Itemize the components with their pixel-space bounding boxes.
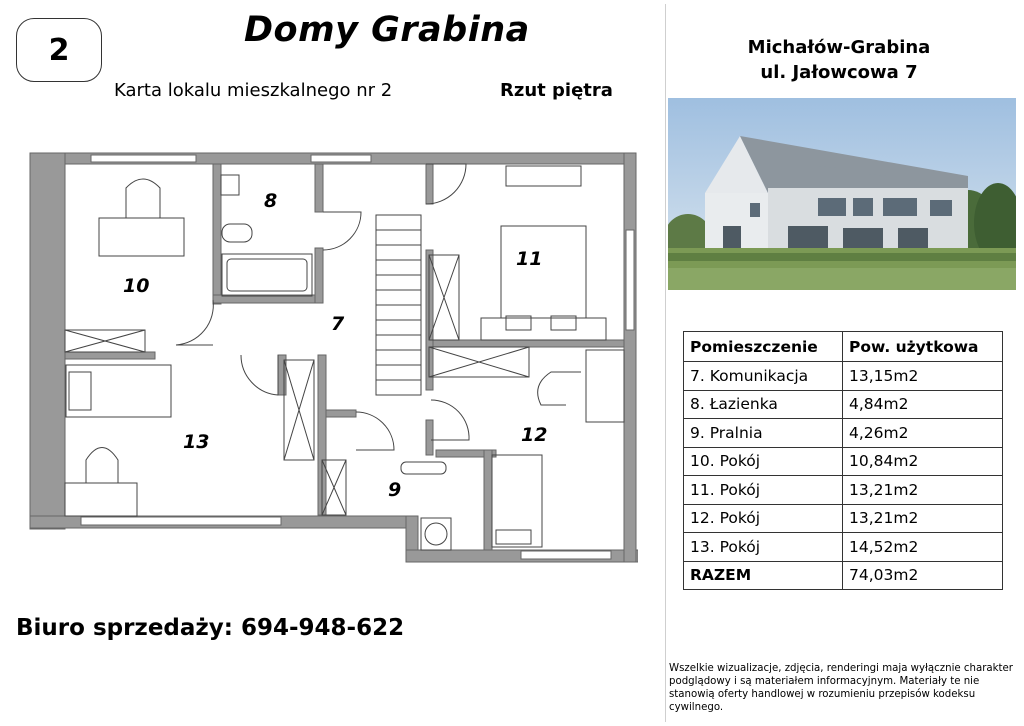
room-label-10: 10 xyxy=(123,275,150,297)
floor-plan-svg xyxy=(26,150,638,570)
room-name: 10. Pokój xyxy=(684,447,843,476)
room-area: 4,84m2 xyxy=(843,390,1003,419)
total-area: 74,03m2 xyxy=(843,561,1003,590)
table-row xyxy=(684,390,1003,419)
brand-title: Domy Grabina xyxy=(244,10,530,50)
unit-number-badge xyxy=(16,18,102,82)
table-row xyxy=(684,504,1003,533)
room-name: 13. Pokój xyxy=(684,533,843,562)
column-header-area: Pow. użytkowa xyxy=(843,332,1003,362)
location-street: ul. Jałowcowa 7 xyxy=(760,62,918,83)
room-label-8: 8 xyxy=(264,190,278,212)
table-row xyxy=(684,362,1003,391)
room-name: 9. Pralnia xyxy=(684,419,843,448)
room-name: 7. Komunikacja xyxy=(684,362,843,391)
room-label-13: 13 xyxy=(183,431,210,453)
room-area: 4,26m2 xyxy=(843,419,1003,448)
room-label-9: 9 xyxy=(388,479,402,501)
building-rendering-svg xyxy=(668,98,1016,290)
windows xyxy=(81,155,634,559)
unit-number: 2 xyxy=(48,32,70,68)
room-label-11: 11 xyxy=(516,248,543,270)
room-name: 11. Pokój xyxy=(684,476,843,505)
table-total-row xyxy=(684,561,1003,590)
room-area: 13,15m2 xyxy=(843,362,1003,391)
location-city: Michałów-Grabina xyxy=(747,37,931,58)
room-area: 13,21m2 xyxy=(843,476,1003,505)
room-area: 13,21m2 xyxy=(843,504,1003,533)
disclaimer-text: Wszelkie wizualizacje, zdjęcia, renderingi maja wyłącznie charakter podglądowy i są materiałem informacyjnym. Materiały te nie stanowią oferty handlowej w rozumieniu przepisów kodeksu cywilnego. xyxy=(669,663,1013,713)
table-row xyxy=(684,533,1003,562)
vertical-divider xyxy=(665,4,666,722)
room-name: 12. Pokój xyxy=(684,504,843,533)
area-table xyxy=(683,331,1003,590)
room-area: 14,52m2 xyxy=(843,533,1003,562)
column-header-room: Pomieszczenie xyxy=(684,332,843,362)
building-rendering-image xyxy=(668,98,1016,290)
floor-plan xyxy=(26,150,638,574)
walls xyxy=(30,153,638,562)
table-row xyxy=(684,419,1003,448)
room-area: 10,84m2 xyxy=(843,447,1003,476)
sales-office-phone: Biuro sprzedaży: 694-948-622 xyxy=(16,615,405,641)
card-title: Karta lokalu mieszkalnego nr 2 xyxy=(114,80,393,101)
total-label: RAZEM xyxy=(684,561,843,590)
floor-view-label: Rzut piętra xyxy=(500,80,613,101)
staircase xyxy=(376,215,421,395)
table-row xyxy=(684,447,1003,476)
room-label-7: 7 xyxy=(331,313,345,335)
table-row xyxy=(684,476,1003,505)
room-name: 8. Łazienka xyxy=(684,390,843,419)
room-label-12: 12 xyxy=(521,424,548,446)
table-header-row xyxy=(684,332,1003,362)
location-block xyxy=(666,35,1012,85)
